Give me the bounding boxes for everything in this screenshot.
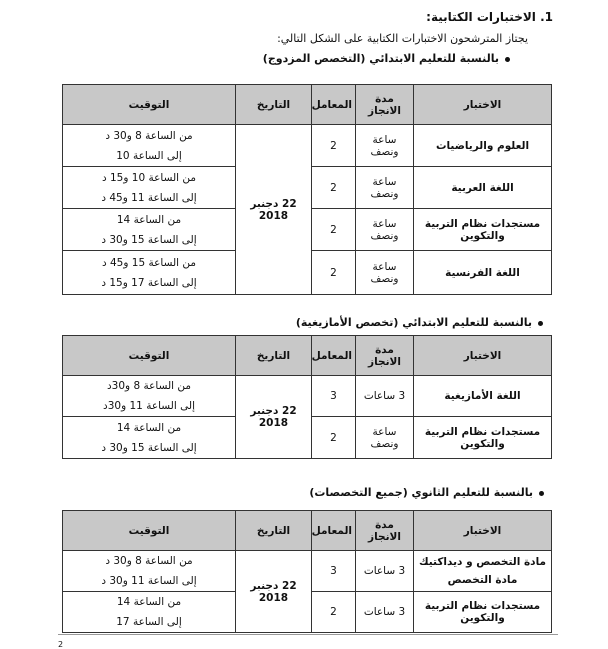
duration-cell: ساعة ونصف — [356, 167, 414, 209]
coef-cell: 2 — [312, 592, 356, 633]
time-end: إلى الساعة 11 و30د — [103, 400, 195, 412]
coef-cell: 3 — [312, 551, 356, 592]
time-end: إلى الساعة 17 و15 د — [101, 276, 197, 289]
intro-text: يجتاز المترشحون الاختبارات الكتابية على الشكل التالي: — [277, 32, 528, 45]
duration-cell: 3 ساعات — [356, 592, 414, 633]
header-date: التاريخ — [236, 336, 312, 376]
header-subject: الاختبار — [414, 85, 552, 125]
header-date: التاريخ — [236, 85, 312, 125]
time-start: من الساعة 8 و30 د — [105, 129, 193, 142]
time-start: من الساعة 8 و30 د — [105, 555, 193, 567]
time-cell — [63, 251, 236, 295]
header-duration: مدة الانجاز — [356, 85, 414, 125]
bullet-icon — [538, 321, 543, 326]
table-row — [63, 551, 552, 592]
exam-table-primary-amazigh — [62, 335, 552, 459]
bullet-icon — [505, 57, 510, 62]
section-heading-primary-dual: بالنسبة للتعليم الابتدائي (التخصص المزدوج) — [263, 52, 510, 65]
table-header-row — [63, 336, 552, 376]
header-time: التوقيت — [63, 336, 236, 376]
time-end: إلى الساعة 10 — [116, 149, 182, 162]
time-end: إلى الساعة 15 و30 د — [101, 233, 197, 246]
subject-cell: مستجدات نظام التربية والتكوين — [414, 592, 552, 633]
table-header-row — [63, 85, 552, 125]
time-start: من الساعة 10 و15 د — [101, 171, 197, 184]
time-start: من الساعة 8 و30د — [106, 380, 192, 392]
time-cell — [63, 376, 236, 417]
header-subject: الاختبار — [414, 336, 552, 376]
subject-cell: اللغة الأمازيغية — [414, 376, 552, 417]
subject-cell: اللغة الفرنسية — [414, 251, 552, 295]
duration-cell: ساعة ونصف — [356, 209, 414, 251]
section-heading-secondary: بالنسبة للتعليم الثانوي (جميع التخصصات) — [309, 486, 544, 499]
header-coef: المعامل — [312, 511, 356, 551]
time-cell — [63, 209, 236, 251]
header-duration: مدة الانجاز — [356, 336, 414, 376]
duration-cell: ساعة ونصف — [356, 125, 414, 167]
header-coef: المعامل — [312, 336, 356, 376]
footer-divider — [58, 634, 558, 635]
coef-cell: 2 — [312, 251, 356, 295]
duration-cell: ساعة ونصف — [356, 417, 414, 459]
time-start: من الساعة 14 — [116, 596, 182, 608]
coef-cell: 2 — [312, 167, 356, 209]
time-end: إلى الساعة 15 و30 د — [101, 441, 197, 454]
page-number: 2 — [58, 640, 64, 649]
header-duration: مدة الانجاز — [356, 511, 414, 551]
header-time: التوقيت — [63, 511, 236, 551]
time-start: من الساعة 15 و45 د — [101, 256, 197, 269]
date-cell: 22 دجنبر 2018 — [236, 125, 312, 295]
time-start: من الساعة 14 — [116, 213, 182, 226]
time-cell — [63, 551, 236, 592]
table-row — [63, 376, 552, 417]
date-cell: 22 دجنبر 2018 — [236, 376, 312, 459]
section-title: 1. الاختبارات الكتابية: — [426, 10, 553, 24]
header-date: التاريخ — [236, 511, 312, 551]
duration-cell: 3 ساعات — [356, 376, 414, 417]
time-end: إلى الساعة 17 — [116, 616, 182, 628]
subject-cell: مادة التخصص و ديداكتيك مادة التخصص — [414, 551, 552, 592]
time-end: إلى الساعة 11 و45 د — [101, 191, 197, 204]
bullet-icon — [539, 491, 544, 496]
time-end: إلى الساعة 11 و30 د — [101, 575, 197, 587]
subject-cell: مستجدات نظام التربية والتكوين — [414, 209, 552, 251]
table-header-row — [63, 511, 552, 551]
table-row — [63, 125, 552, 167]
coef-cell: 2 — [312, 125, 356, 167]
time-cell — [63, 167, 236, 209]
exam-table-primary-dual — [62, 84, 552, 295]
duration-cell: 3 ساعات — [356, 551, 414, 592]
date-cell: 22 دجنبر 2018 — [236, 551, 312, 633]
section-heading-primary-amazigh: بالنسبة للتعليم الابتدائي (تخصص الأمازيغية) — [296, 316, 543, 329]
duration-cell: ساعة ونصف — [356, 251, 414, 295]
subject-cell: اللغة العربية — [414, 167, 552, 209]
header-time: التوقيت — [63, 85, 236, 125]
header-subject: الاختبار — [414, 511, 552, 551]
coef-cell: 3 — [312, 376, 356, 417]
exam-table-secondary — [62, 510, 552, 633]
time-cell — [63, 417, 236, 459]
coef-cell: 2 — [312, 209, 356, 251]
time-cell — [63, 592, 236, 633]
header-coef: المعامل — [312, 85, 356, 125]
coef-cell: 2 — [312, 417, 356, 459]
subject-cell: مستجدات نظام التربية والتكوين — [414, 417, 552, 459]
time-cell — [63, 125, 236, 167]
time-start: من الساعة 14 — [116, 421, 182, 434]
subject-cell: العلوم والرياضيات — [414, 125, 552, 167]
